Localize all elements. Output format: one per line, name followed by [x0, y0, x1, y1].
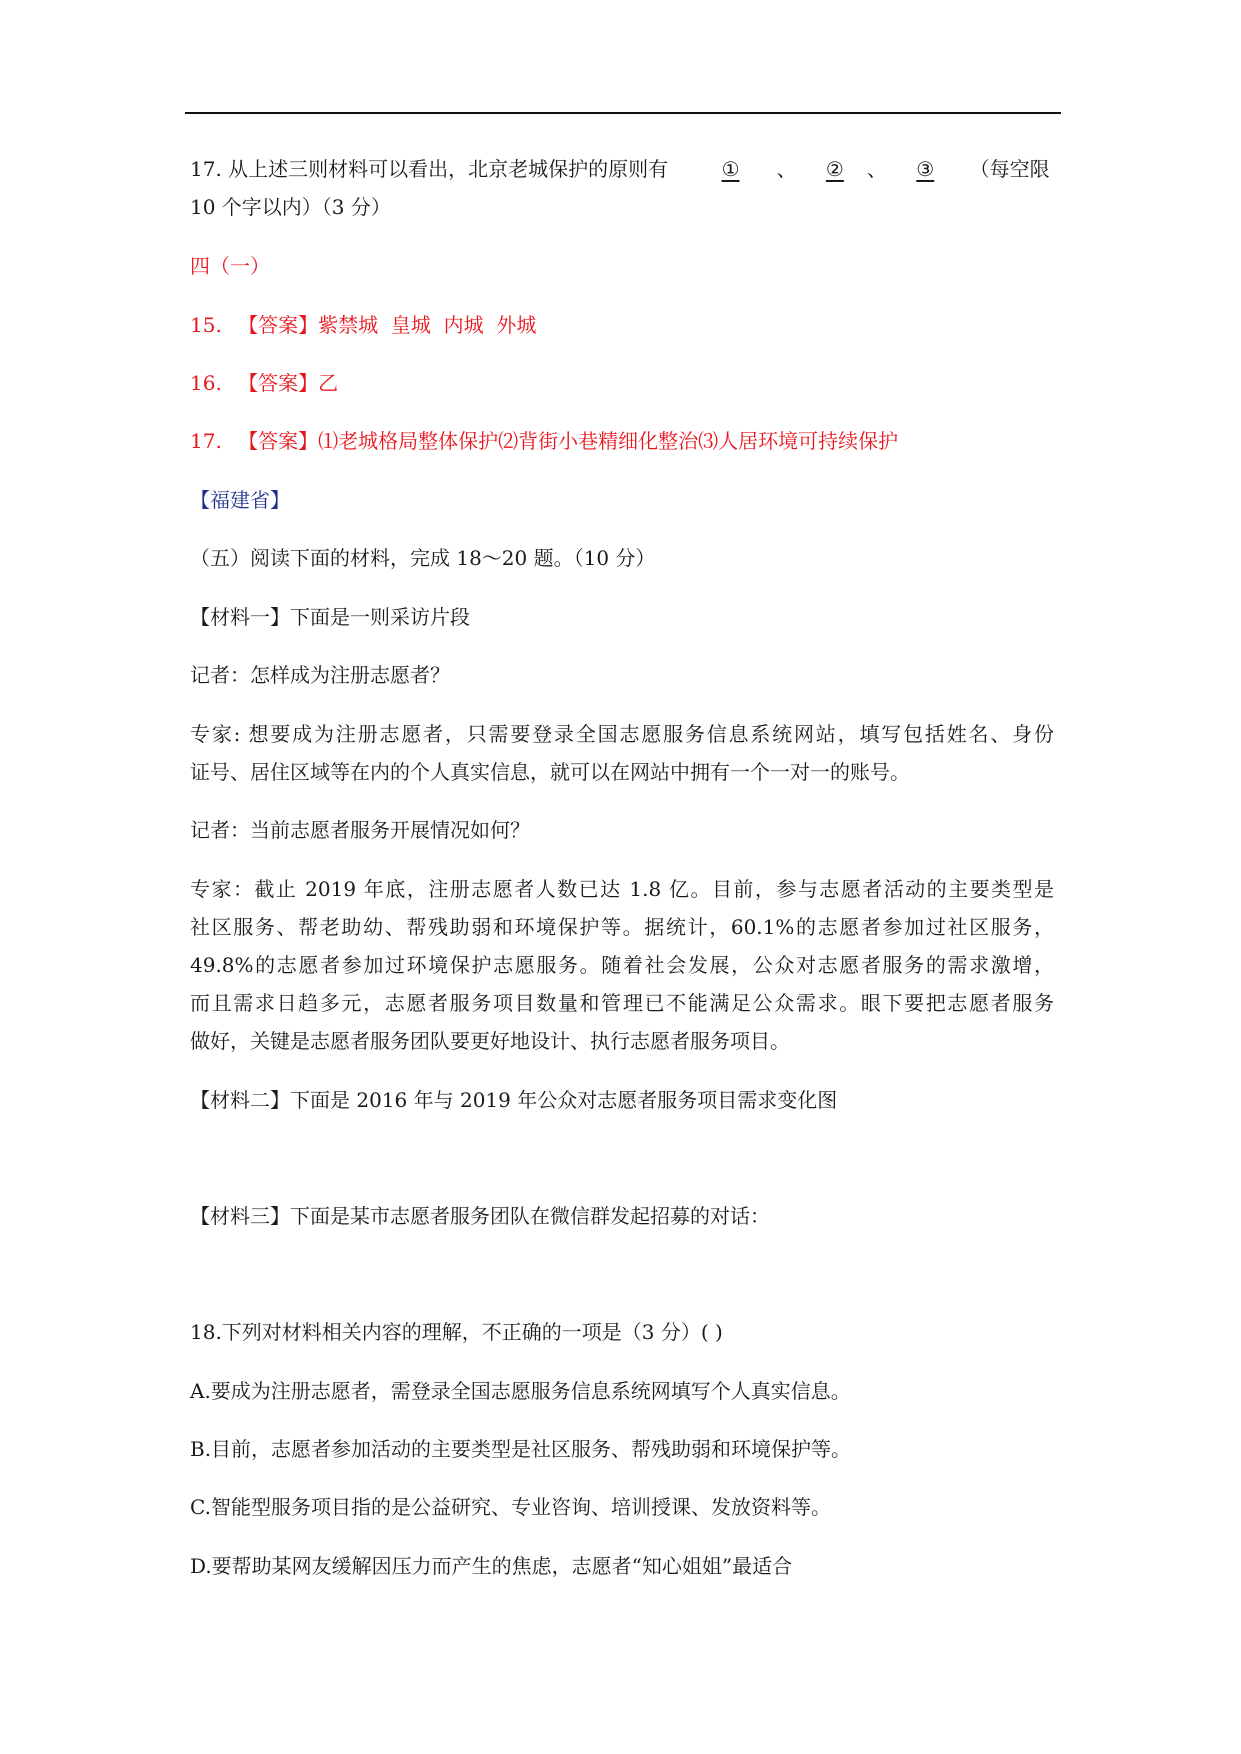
q17-suffix: （每空限: [969, 157, 1050, 181]
reporter-question-1: 记者：怎样成为注册志愿者？: [190, 663, 450, 687]
expert-answer-1-line1: 专家: 想要成为注册志愿者，只需要登录全国志愿服务信息系统网站，填写包括姓名、身份: [190, 722, 1054, 746]
material3-heading: 【材料三】下面是某市志愿者服务团队在微信群发起招募的对话：: [190, 1204, 770, 1228]
q17-line1: [190, 156, 1050, 182]
expert-answer-1-line2: 证号、居住区域等在内的个人真实信息，就可以在网站中拥有一个一对一的账号。: [190, 760, 910, 784]
expert-answer-2-line2: 社区服务、帮老助幼、帮残助弱和环境保护等。据统计，60.1%的志愿者参加过社区服务，: [190, 915, 1054, 939]
answer-15: [190, 312, 536, 338]
material1-heading: 【材料一】下面是一则采访片段: [190, 605, 470, 629]
expert-answer-2-line1: 专家：截止 2019 年底，注册志愿者人数已达 1.8 亿。目前，参与志愿者活动的主要类型是: [190, 877, 1054, 901]
q17-sep-2: 、: [866, 157, 887, 181]
q17-blank-3: ③: [916, 157, 935, 181]
expert-answer-2-line5: 做好，关键是志愿者服务团队要更好地设计、执行志愿者服务项目。: [190, 1029, 790, 1053]
expert-answer-2-line4: 而且需求日趋多元，志愿者服务项目数量和管理已不能满足公众需求。眼下要把志愿者服务: [190, 991, 1054, 1015]
answer-tag: 【答案】: [238, 371, 319, 395]
q18-option-c: C.智能型服务项目指的是公益研究、专业咨询、培训授课、发放资料等。: [190, 1495, 831, 1519]
answer-tag: 【答案】: [238, 313, 319, 337]
answer-num: 15.: [190, 313, 222, 337]
q18-option-b: B.目前，志愿者参加活动的主要类型是社区服务、帮残助弱和环境保护等。: [190, 1437, 852, 1461]
q17-prefix: 17. 从上述三则材料可以看出，北京老城保护的原则有: [190, 157, 669, 181]
province-heading: 【福建省】: [190, 488, 290, 512]
material2-heading: 【材料二】下面是 2016 年与 2019 年公众对志愿者服务项目需求变化图: [190, 1088, 838, 1112]
answer-tag: 【答案】: [238, 429, 319, 453]
q17-line2: 10 个字以内）（3 分）: [190, 195, 391, 219]
answer-num: 17.: [190, 429, 222, 453]
q17-blank-1: ①: [721, 157, 740, 181]
reporter-question-2: 记者：当前志愿者服务开展情况如何？: [190, 818, 530, 842]
section-4-heading: 四（一）: [190, 254, 270, 278]
answer-16: [190, 370, 338, 396]
section-5-intro: （五）阅读下面的材料，完成 18～20 题。（10 分）: [190, 546, 656, 570]
expert-answer-2-line3: 49.8%的志愿者参加过环境保护志愿服务。随着社会发展，公众对志愿者服务的需求激增，: [190, 953, 1054, 977]
answer-17: [190, 428, 898, 454]
q18-option-d: D.要帮助某网友缓解因压力而产生的焦虑，志愿者“知心姐姐”最适合: [190, 1554, 793, 1578]
answer-text: ⑴老城格局整体保护⑵背街小巷精细化整治⑶人居环境可持续保护: [318, 429, 899, 453]
q18-option-a: A.要成为注册志愿者，需登录全国志愿服务信息系统网填写个人真实信息。: [190, 1379, 851, 1403]
q18-stem: 18.下列对材料相关内容的理解，不正确的一项是（3 分）( ): [190, 1320, 723, 1344]
header-rule: [185, 112, 1061, 114]
answer-num: 16.: [190, 371, 222, 395]
q17-sep-1: 、: [776, 157, 797, 181]
answer-text: 乙: [318, 371, 339, 395]
answer-text: 紫禁城 皇城 内城 外城: [318, 313, 537, 337]
q17-blank-2: ②: [825, 157, 844, 181]
